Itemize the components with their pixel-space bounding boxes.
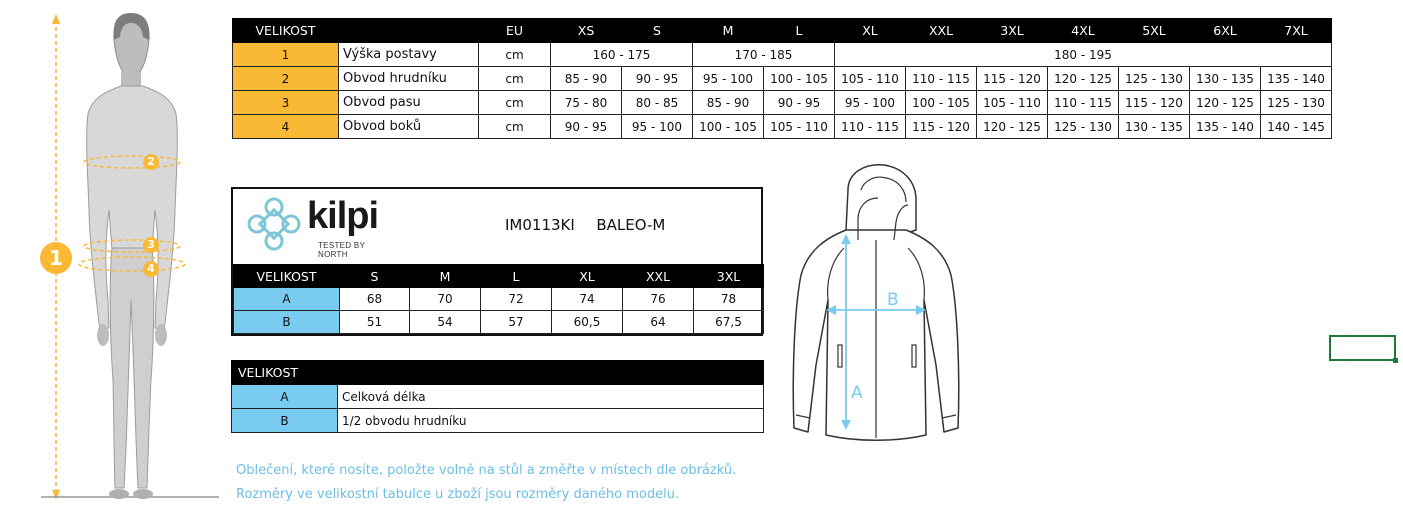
row-unit: cm [479,67,551,91]
header-cell: XS [551,19,622,43]
table-row [233,91,1332,115]
header-cell: S [340,265,410,288]
table-cell: 90 - 95 [764,91,835,115]
header-cell: M [410,265,481,288]
model-table-header [234,265,764,288]
table-cell: 95 - 100 [835,91,906,115]
table-row [233,115,1332,139]
note-line-2: Rozměry ve velikostní tabulce u zboží jsou rozměry daného modelu. [236,487,680,502]
table-cell: 100 - 105 [764,67,835,91]
table-cell: 115 - 120 [977,67,1048,91]
row-key: B [234,311,340,334]
header-cell: XXL [623,265,694,288]
measurement-legend-table [231,360,764,433]
table-cell: 135 - 140 [1261,67,1332,91]
header-cell: 4XL [1048,19,1119,43]
table-cell: 125 - 130 [1261,91,1332,115]
table-cell: 54 [410,311,481,334]
table-row [233,43,1332,67]
table-cell: 130 - 135 [1190,67,1261,91]
table-cell: 170 - 185 [693,43,835,67]
hips-marker [143,261,159,277]
row-key: A [234,288,340,311]
table-cell: 115 - 120 [1119,91,1190,115]
model-box [231,187,763,336]
table-cell: 74 [552,288,623,311]
table-cell: 100 - 105 [906,91,977,115]
row-number: 1 [233,43,339,67]
table-cell: 85 - 90 [693,91,764,115]
table-cell: 180 - 195 [835,43,1332,67]
table-row [232,385,764,409]
header-cell: XL [552,265,623,288]
row-unit: cm [479,115,551,139]
row-label: Výška postavy [339,43,479,67]
table-cell: 110 - 115 [1048,91,1119,115]
jacket-marker-b: B [887,290,899,310]
table-cell: 125 - 130 [1048,115,1119,139]
row-number: 2 [233,67,339,91]
brand-name: kilpi [307,195,379,237]
header-cell: VELIKOST [232,361,338,385]
table-cell: 90 - 95 [551,115,622,139]
table-cell: 67,5 [694,311,764,334]
knot-icon [245,195,303,253]
note-line-1: Oblečení, které nosíte, položte volně na stůl a změřte v místech dle obrázků. [236,463,737,478]
row-number: 4 [233,115,339,139]
header-cell: VELIKOST [234,265,340,288]
table-cell: 76 [623,288,694,311]
waist-marker-label: 3 [147,238,155,251]
model-code: IM0113KI [505,216,575,234]
chest-marker-label: 2 [147,155,155,168]
table-cell: 68 [340,288,410,311]
table-cell: 95 - 100 [622,115,693,139]
table-cell: 100 - 105 [693,115,764,139]
row-description: Celková délka [338,385,764,409]
table-row [234,288,764,311]
jacket-illustration [786,160,966,460]
fill-handle[interactable] [1393,358,1398,363]
table-cell: 105 - 110 [835,67,906,91]
table-cell: 125 - 130 [1119,67,1190,91]
header-cell: L [481,265,552,288]
header-cell: 6XL [1190,19,1261,43]
row-description: 1/2 obvodu hrudníku [338,409,764,433]
model-name: BALEO-M [596,216,666,234]
header-cell: L [764,19,835,43]
legend-header [232,361,764,385]
table-cell: 57 [481,311,552,334]
table-row [233,67,1332,91]
header-cell: S [622,19,693,43]
row-unit: cm [479,91,551,115]
table-cell: 72 [481,288,552,311]
table-cell: 75 - 80 [551,91,622,115]
table-cell: 135 - 140 [1190,115,1261,139]
table-row [232,409,764,433]
table-cell: 64 [623,311,694,334]
table-cell: 80 - 85 [622,91,693,115]
table-cell: 105 - 110 [764,115,835,139]
table-cell: 115 - 120 [906,115,977,139]
table-cell: 105 - 110 [977,91,1048,115]
chest-marker [143,154,159,170]
table-cell: 130 - 135 [1119,115,1190,139]
header-cell: XXL [906,19,977,43]
size-table [232,18,1332,139]
table-cell: 85 - 90 [551,67,622,91]
header-cell: VELIKOST [233,19,339,43]
table-cell: 60,5 [552,311,623,334]
row-label: Obvod pasu [339,91,479,115]
table-cell: 110 - 115 [906,67,977,91]
row-label: Obvod hrudníku [339,67,479,91]
brand-tagline: TESTED BY NORTH [318,241,366,259]
table-cell: 90 - 95 [622,67,693,91]
header-cell: 7XL [1261,19,1332,43]
height-marker-label: 1 [49,246,63,270]
row-unit: cm [479,43,551,67]
waist-marker [143,237,159,253]
row-key: B [232,409,338,433]
header-cell [338,361,764,385]
table-cell: 120 - 125 [1190,91,1261,115]
table-cell: 120 - 125 [977,115,1048,139]
height-marker [40,242,72,274]
header-cell: 3XL [694,265,764,288]
row-number: 3 [233,91,339,115]
header-cell: EU [479,19,551,43]
row-label: Obvod boků [339,115,479,139]
header-cell [339,19,479,43]
jacket-marker-a: A [851,383,863,403]
selected-cell[interactable] [1329,335,1396,361]
brand-logo [245,193,395,257]
model-title [505,216,665,234]
header-cell: M [693,19,764,43]
hips-marker-label: 4 [147,262,155,275]
header-cell: 5XL [1119,19,1190,43]
table-cell: 51 [340,311,410,334]
table-row [234,311,764,334]
table-cell: 120 - 125 [1048,67,1119,91]
size-table-header [233,19,1332,43]
table-cell: 70 [410,288,481,311]
table-cell: 78 [694,288,764,311]
table-cell: 95 - 100 [693,67,764,91]
table-cell: 160 - 175 [551,43,693,67]
model-size-table [233,264,764,334]
table-cell: 110 - 115 [835,115,906,139]
row-key: A [232,385,338,409]
header-cell: 3XL [977,19,1048,43]
header-cell: XL [835,19,906,43]
table-cell: 140 - 145 [1261,115,1332,139]
